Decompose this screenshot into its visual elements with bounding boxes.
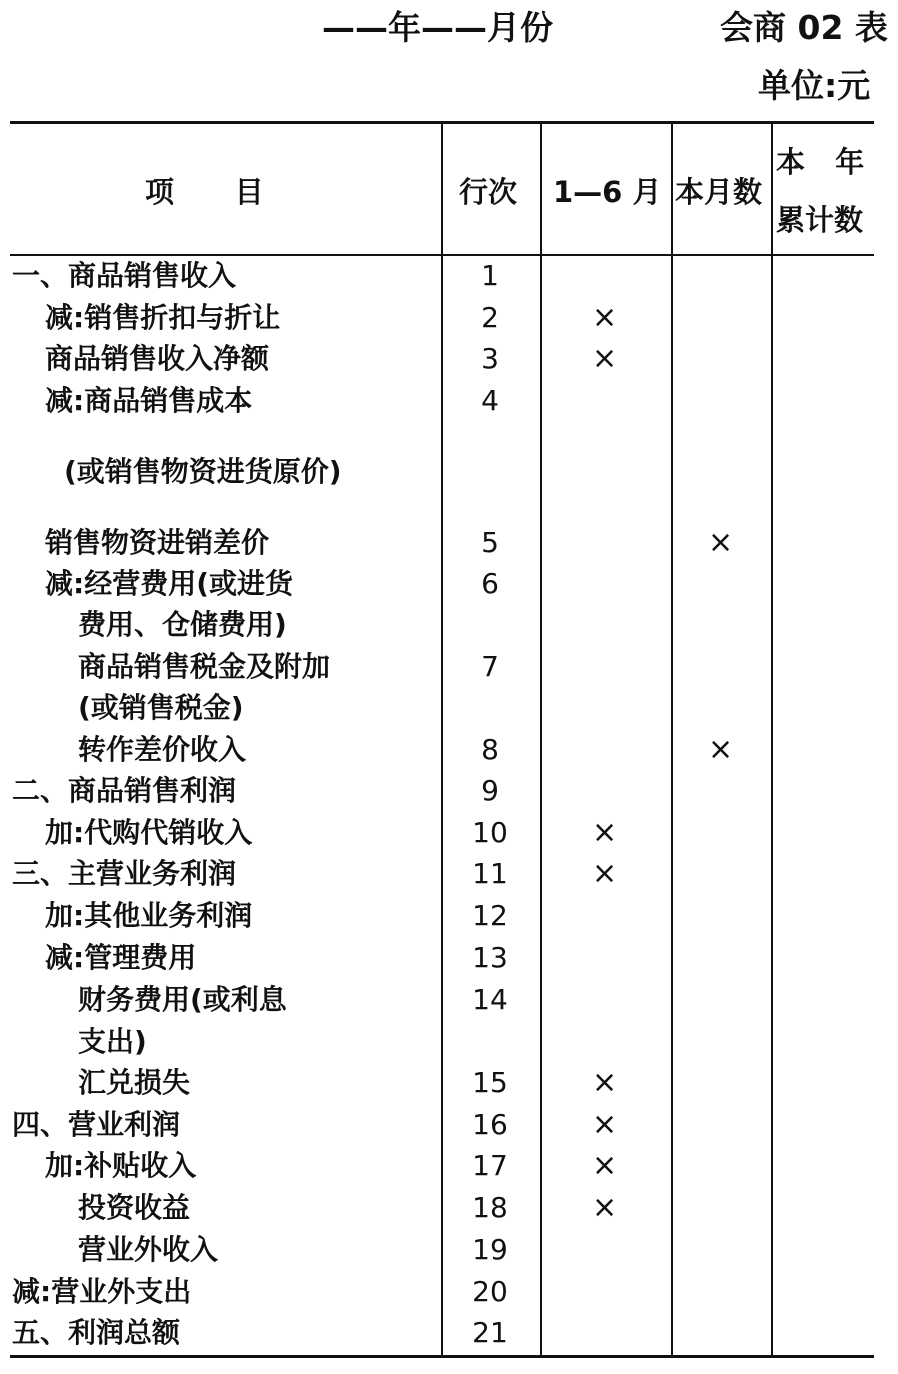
table-row	[0, 256, 898, 296]
row-label: 加:其他业务利润	[45, 899, 253, 932]
table-row	[0, 1022, 898, 1062]
excluded-mark: ×	[592, 1190, 618, 1225]
row-label: 营业外收入	[78, 1233, 219, 1266]
row-number: 14	[472, 983, 508, 1016]
row-number: 19	[472, 1233, 508, 1266]
table-row	[0, 381, 898, 421]
excluded-mark: ×	[592, 856, 618, 891]
row-label: 转作差价收入	[78, 733, 247, 766]
table-row	[0, 730, 898, 770]
row-label: 二、商品销售利润	[12, 774, 237, 807]
row-label: 减:经营费用(或进货	[45, 567, 293, 600]
row-label: 商品销售收入净额	[45, 342, 270, 375]
column-header-this-month: 本月数	[675, 175, 763, 209]
row-label: 减:营业外支出	[12, 1275, 192, 1308]
table-row	[0, 339, 898, 379]
form-code: 会商 02 表	[720, 8, 888, 47]
row-number: 16	[472, 1108, 508, 1141]
table-row	[0, 1188, 898, 1228]
excluded-mark: ×	[592, 1148, 618, 1183]
excluded-mark: ×	[592, 300, 618, 335]
row-label: 减:管理费用	[45, 941, 197, 974]
table-row	[0, 896, 898, 936]
row-label: 五、利润总额	[12, 1316, 181, 1349]
excluded-mark: ×	[708, 732, 734, 767]
excluded-mark: ×	[592, 1107, 618, 1142]
excluded-mark: ×	[592, 1065, 618, 1100]
row-number: 10	[472, 816, 508, 849]
excluded-mark: ×	[708, 525, 734, 560]
column-header-ytd-cont: 累计数	[776, 203, 864, 237]
row-label: 三、主营业务利润	[12, 857, 237, 890]
table-row	[0, 938, 898, 978]
row-label: 商品销售税金及附加	[78, 650, 331, 683]
row-label: 投资收益	[78, 1191, 191, 1224]
row-label: 加:补贴收入	[45, 1149, 197, 1182]
row-label: 费用、仓储费用)	[78, 608, 287, 641]
column-header-item: 项 目	[145, 175, 264, 209]
row-number: 21	[472, 1316, 508, 1349]
row-label: 财务费用(或利息	[78, 983, 287, 1016]
column-header-row-number: 行次	[459, 175, 518, 209]
row-label: (或销售税金)	[78, 691, 244, 724]
table-row	[0, 1313, 898, 1353]
row-number: 18	[472, 1191, 508, 1224]
row-label: 一、商品销售收入	[12, 259, 237, 292]
row-label: 减:销售折扣与折让	[45, 301, 281, 334]
row-number: 15	[472, 1066, 508, 1099]
table-row	[0, 1146, 898, 1186]
report-period: ——年——月份	[322, 8, 553, 47]
row-label: 减:商品销售成本	[45, 384, 253, 417]
row-number: 13	[472, 941, 508, 974]
row-label: 支出)	[78, 1025, 147, 1058]
table-row	[0, 298, 898, 338]
excluded-mark: ×	[592, 815, 618, 850]
table-row	[0, 980, 898, 1020]
row-number: 7	[481, 650, 499, 683]
table-row	[0, 854, 898, 894]
row-number: 11	[472, 857, 508, 890]
row-number: 6	[481, 567, 499, 600]
row-number: 9	[481, 774, 499, 807]
table-row	[0, 1272, 898, 1312]
row-label: 四、营业利润	[12, 1108, 181, 1141]
column-header-jan-jun: 1—6 月	[553, 175, 662, 209]
row-label: (或销售物资进货原价)	[64, 455, 342, 488]
table-row	[0, 523, 898, 563]
row-label: 汇兑损失	[78, 1066, 191, 1099]
table-row	[0, 1063, 898, 1103]
row-number: 1	[481, 259, 499, 292]
column-header-ytd: 本 年	[776, 145, 865, 179]
table-row	[0, 564, 898, 604]
row-number: 3	[481, 342, 499, 375]
row-label: 加:代购代销收入	[45, 816, 253, 849]
table-row	[0, 1105, 898, 1145]
table-row	[0, 452, 898, 492]
row-number: 17	[472, 1149, 508, 1182]
row-number: 12	[472, 899, 508, 932]
table-row	[0, 647, 898, 687]
table-row	[0, 605, 898, 645]
table-row	[0, 688, 898, 728]
row-label: 销售物资进销差价	[45, 526, 270, 559]
currency-unit: 单位:元	[758, 66, 871, 105]
excluded-mark: ×	[592, 341, 618, 376]
table-row	[0, 813, 898, 853]
row-number: 4	[481, 384, 499, 417]
row-number: 20	[472, 1275, 508, 1308]
row-number: 2	[481, 301, 499, 334]
table-row	[0, 1230, 898, 1270]
table-row	[0, 771, 898, 811]
row-number: 8	[481, 733, 499, 766]
row-number: 5	[481, 526, 499, 559]
